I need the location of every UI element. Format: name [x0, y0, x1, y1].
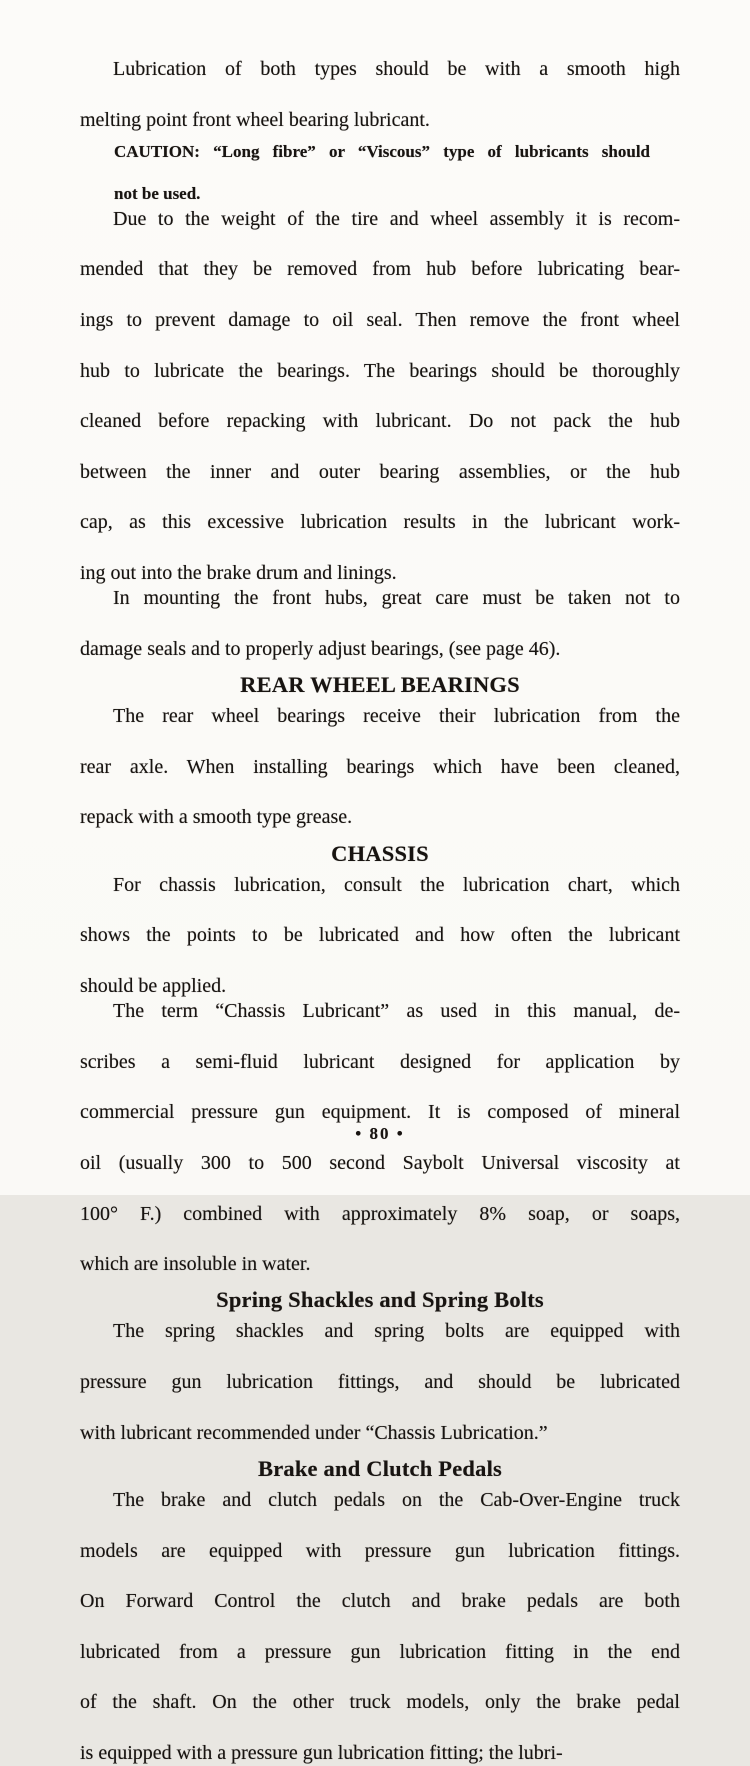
text-line: oil (usually 300 to 500 second Saybolt Universal viscosity at — [80, 1151, 680, 1174]
section-heading: Brake and Clutch Pedals — [257, 1455, 502, 1481]
page-number: • 80 • — [355, 1124, 405, 1143]
text-line: scribes a semi-fluid lubricant designed for application by — [80, 1050, 680, 1073]
text-line: lubricated from a pressure gun lubrication fitting in the end — [80, 1640, 680, 1663]
text-line: In mounting the front hubs, great care must be taken not to — [113, 587, 680, 610]
text-line: models are equipped with pressure gun lubrication fittings. — [80, 1539, 680, 1562]
paragraph — [80, 704, 680, 830]
text-line: should be applied. — [80, 974, 227, 997]
text-line: 100° F.) combined with approximately 8% soap, or soaps, — [80, 1202, 680, 1225]
text-line: On Forward Control the clutch and brake pedals are both — [80, 1590, 680, 1613]
text-line: of the shaft. On the other truck models, only the brake pedal — [80, 1691, 680, 1714]
text-line: is equipped with a pressure gun lubrication fitting; the lubri- — [80, 1741, 563, 1764]
text-line: cap, as this excessive lubrication results in the lubricant work- — [80, 511, 680, 534]
paragraph — [80, 207, 680, 586]
section-heading: Spring Shackles and Spring Bolts — [216, 1287, 544, 1313]
paragraph — [80, 1319, 680, 1445]
paragraph — [80, 873, 680, 999]
paragraph — [80, 586, 680, 662]
text-line: between the inner and outer bearing assemblies, or the hub — [80, 460, 680, 483]
text-line: with lubricant recommended under “Chassis Lubrication.” — [80, 1421, 548, 1444]
text-line: ing out into the brake drum and linings. — [80, 562, 397, 585]
text-line: pressure gun lubrication fittings, and should be lubricated — [80, 1371, 680, 1394]
text-line: For chassis lubrication, consult the lubrication chart, which — [113, 873, 680, 896]
text-line: not be used. — [114, 183, 201, 203]
text-line: The brake and clutch pedals on the Cab-Over-Engine truck — [113, 1488, 680, 1511]
text-line: hub to lubricate the bearings. The bearings should be thoroughly — [80, 359, 680, 382]
text-line: mended that they be removed from hub before lubricating bear- — [80, 258, 680, 281]
text-line: cleaned before repacking with lubricant. Do not pack the hub — [80, 410, 680, 433]
page-body — [80, 57, 680, 1766]
text-line: rear axle. When installing bearings which have been cleaned, — [80, 755, 680, 778]
text-line: ings to prevent damage to oil seal. Then remove the front wheel — [80, 309, 680, 332]
text-line: which are insoluble in water. — [80, 1253, 311, 1276]
text-line: melting point front wheel bearing lubricant. — [80, 108, 430, 131]
paragraph — [80, 57, 680, 133]
text-line: The spring shackles and spring bolts are equipped with — [113, 1320, 680, 1343]
text-line: The rear wheel bearings receive their lubrication from the — [113, 705, 680, 728]
section-heading: REAR WHEEL BEARINGS — [240, 672, 520, 698]
text-line: damage seals and to properly adjust bearings, (see page 46). — [80, 637, 561, 660]
text-line: shows the points to be lubricated and how often the lubricant — [80, 924, 680, 947]
text-line: Due to the weight of the tire and wheel assembly it is recom- — [113, 207, 680, 230]
section-heading: CHASSIS — [331, 840, 429, 866]
paragraph — [80, 1488, 680, 1766]
text-line: commercial pressure gun equipment. It is composed of mineral — [80, 1101, 680, 1124]
text-line: Lubrication of both types should be with a smooth high — [113, 58, 680, 80]
text-line: The term “Chassis Lubricant” as used in this manual, de- — [113, 1000, 680, 1023]
text-line: repack with a smooth type grease. — [80, 806, 353, 829]
caution-note — [114, 141, 650, 204]
text-line: CAUTION: “Long fibre” or “Viscous” type of lubricants should — [114, 141, 650, 161]
